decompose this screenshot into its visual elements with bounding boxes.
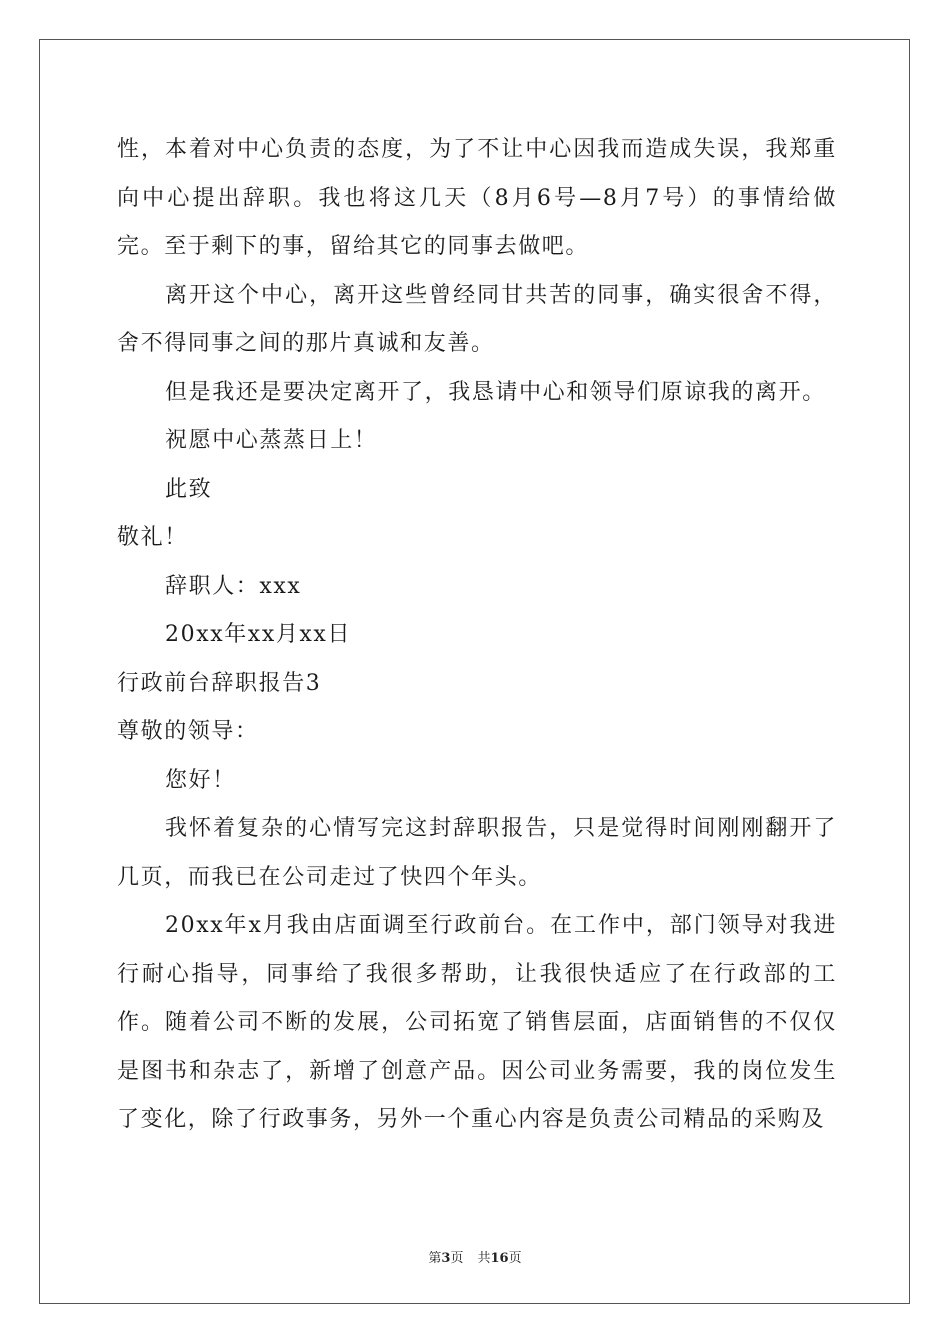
paragraph: 尊敬的领导： (117, 719, 259, 744)
paragraph: 性，本着对中心负责的态度，为了不让中心因我而造成失误，我郑重向中心提出辞职。我也将这几天（8月6号—8月7号）的事情给做完。至于剩下的事，留给其它的同事去做吧。 (117, 137, 837, 259)
paragraph: 我怀着复杂的心情写完这封辞职报告，只是觉得时间刚刚翻开了几页，而我已在公司走过了快四个年头。 (117, 816, 837, 890)
paragraph: 此致 (165, 476, 213, 502)
paragraph: 您好！ (165, 767, 236, 793)
paragraph: 但是我还是要决定离开了，我恳请中心和领导们原谅我的离开。 (165, 379, 826, 405)
page-prefix: 第 (428, 1251, 442, 1266)
document-body (117, 126, 837, 1145)
paragraph: 离开这个中心，离开这些曾经同甘共苦的同事，确实很舍不得，舍不得同事之间的那片真诚和友善。 (117, 282, 837, 356)
total-prefix: 共 (477, 1251, 491, 1266)
paragraph: 20xx年xx月xx日 (165, 622, 352, 647)
paragraph: 20xx年x月我由店面调至行政前台。在工作中，部门领导对我进行耐心指导，同事给了我很多帮助，让我很快适应了在行政部的工作。随着公司不断的发展，公司拓宽了销售层面，店面销售的不仅仅是图书和杂志了，新增了创意产品。因公司业务需要，我的岗位发生了变化，除了行政事务，另外一个重心内容是负责公司精品的采购及 (117, 913, 837, 1132)
paragraph: 辞职人：xxx (165, 573, 302, 599)
paragraph: 敬礼！ (117, 525, 188, 550)
paragraph: 行政前台辞职报告3 (117, 670, 322, 696)
total-suffix: 页 (508, 1251, 522, 1266)
current-page-number: 3 (441, 1251, 451, 1266)
page-suffix: 页 (450, 1251, 464, 1266)
total-pages-number: 16 (490, 1251, 509, 1266)
paragraph: 祝愿中心蒸蒸日上！ (165, 428, 378, 453)
page-footer (0, 1247, 950, 1266)
